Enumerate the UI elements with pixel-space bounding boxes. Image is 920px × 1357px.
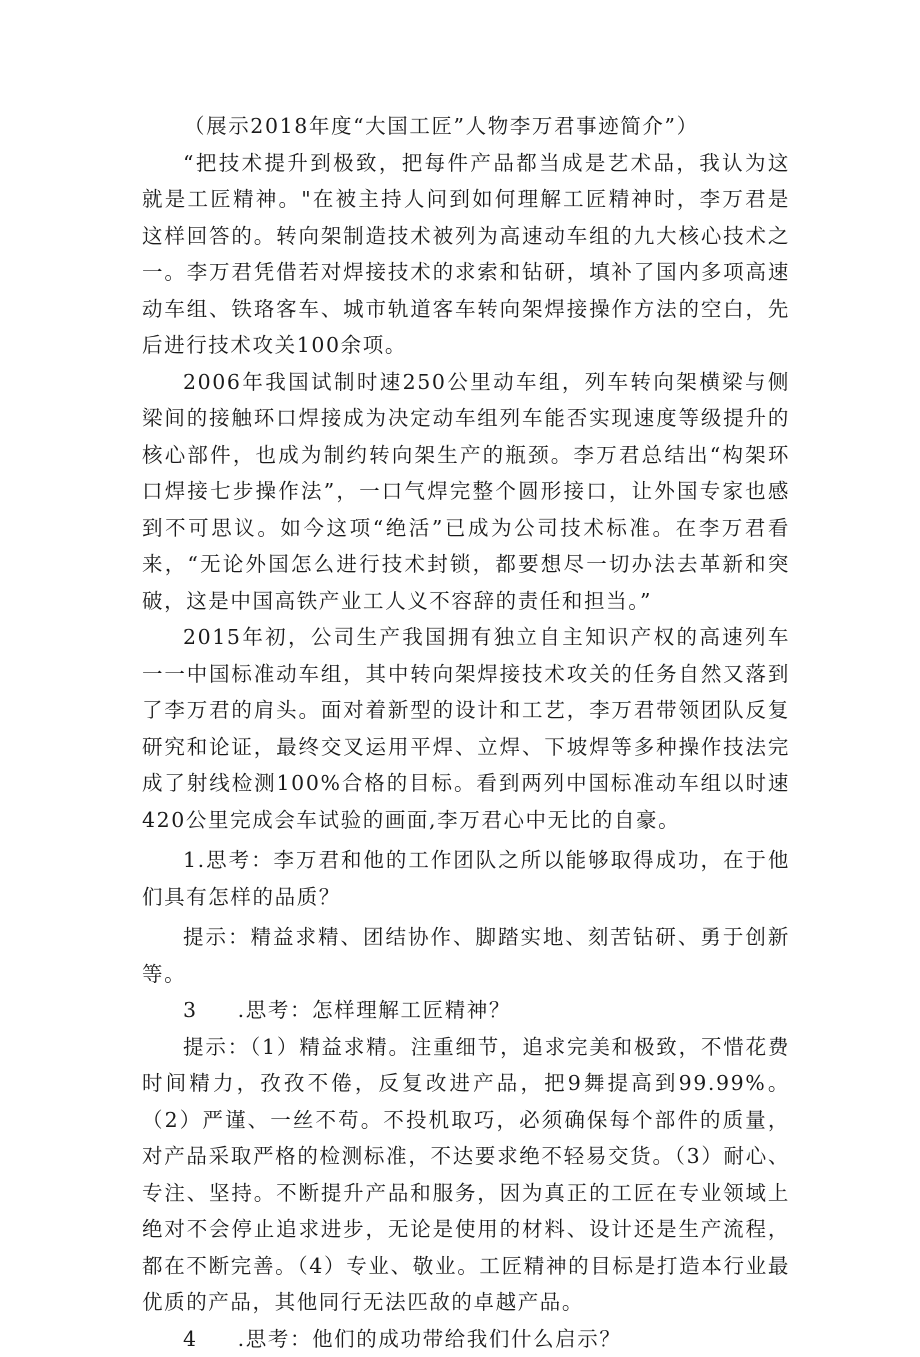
question-1: 1.思考：李万君和他的工作团队之所以能够取得成功，在于他们具有怎样的品质？ [142,842,790,915]
question-4 [142,1321,790,1357]
question-4-number: 4 [183,1327,198,1351]
question-3 [142,992,790,1029]
document-page [142,108,790,1357]
paragraph-2006: 2006年我国试制时速250公里动车组，列车转向架横梁与侧梁间的接触环口焊接成为决定动车组列车能否实现速度等级提升的核心部件，也成为制约转向架生产的瓶颈。李万君总结出“构架环口焊接七步操作法”，一口气焊完整个圆形接口，让外国专家也感到不可思议。如今这项“绝活”已成为公司技术标准。在李万君看来，“无论外国怎么进行技术封锁，都要想尽一切办法去革新和突破，这是中国高铁产业工人义不容辞的责任和担当。” [142,364,790,620]
paragraph-2015: 2015年初，公司生产我国拥有独立自主知识产权的高速列车一一中国标准动车组，其中转向架焊接技术攻关的任务自然又落到了李万君的肩头。面对着新型的设计和工艺，李万君带领团队反复研究和论证，最终交叉运用平焊、立焊、下坡焊等多种操作技法完成了射线检测100%合格的目标。看到两列中国标准动车组以时速420公里完成会车试验的画面,李万君心中无比的自豪。 [142,619,790,838]
question-3-text: .思考：怎样理解工匠精神？ [238,998,511,1022]
question-3-number: 3 [183,998,198,1022]
question-4-text: .思考：他们的成功带给我们什么启示？ [238,1327,622,1351]
hint-1: 提示：精益求精、团结协作、脚踏实地、刻苦钻研、勇于创新等。 [142,919,790,992]
caption: （展示2018年度“大国工匠”人物李万君事迹简介”） [184,108,790,145]
paragraph-quote: “把技术提升到极致，把每件产品都当成是艺术品，我认为这就是工匠精神。"在被主持人问到如何理解工匠精神时，李万君是这样回答的。转向架制造技术被列为高速动车组的九大核心技术之一。李万君凭借若对焊接技术的求索和钻研，填补了国内多项高速动车组、铁珞客车、城市轨道客车转向架焊接操作方法的空白，先后进行技术攻关100余项。 [142,145,790,364]
hint-3: 提示：（1）精益求精。注重细节，追求完美和极致，不惜花费时间精力，孜孜不倦，反复改进产品，把9舞提高到99.99%。（2）严谨、一丝不苟。不投机取巧，必须确保每个部件的质量，对产品采取严格的检测标准，不达要求绝不轻易交货。（3）耐心、专注、坚持。不断提升产品和服务，因为真正的工匠在专业领域上绝对不会停止追求进步，无论是使用的材料、设计还是生产流程，都在不断完善。（4）专业、敬业。工匠精神的目标是打造本行业最优质的产品，其他同行无法匹敌的卓越产品。 [142,1029,790,1321]
